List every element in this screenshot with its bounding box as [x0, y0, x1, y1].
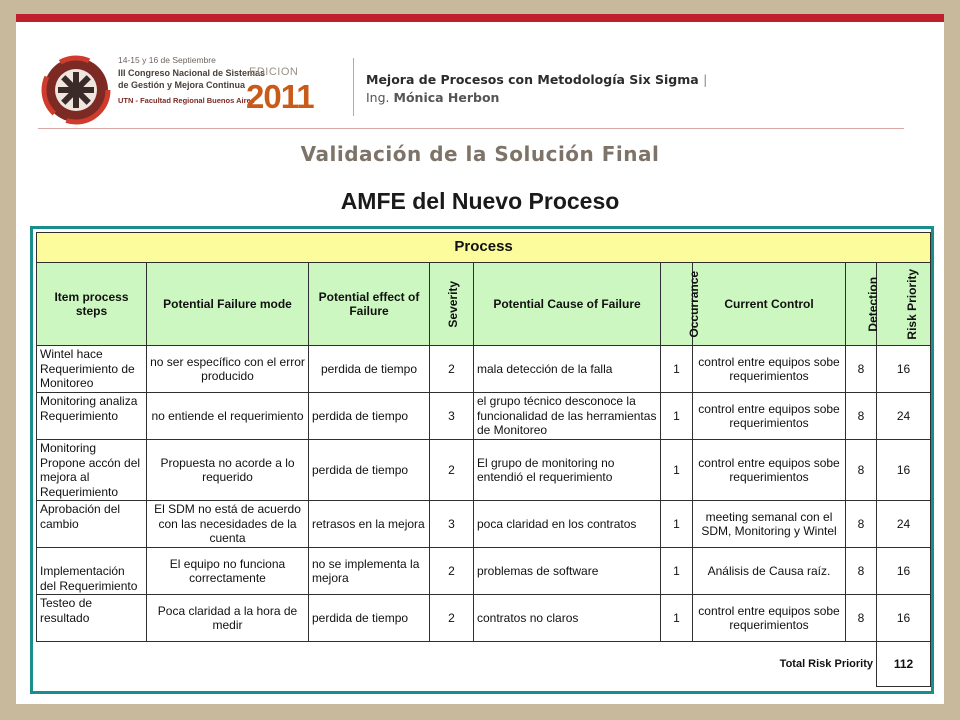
- cell-cause: poca claridad en los contratos: [474, 501, 661, 548]
- cell-occurrence: 1: [661, 440, 693, 501]
- col-failure-mode: Potential Failure mode: [147, 263, 309, 346]
- col-effect: Potential effect of Failure: [309, 263, 430, 346]
- cell-severity: 2: [430, 440, 474, 501]
- cell-risk: 16: [877, 440, 931, 501]
- cell-control: control entre equipos sobe requerimientos: [693, 393, 846, 440]
- total-row: [37, 642, 931, 687]
- cell-control: Análisis de Causa raíz.: [693, 548, 846, 595]
- cell-severity: 3: [430, 393, 474, 440]
- table-row: [37, 548, 931, 595]
- page-title: AMFE del Nuevo Proceso: [340, 188, 620, 214]
- total-risk-label: Total Risk Priority: [779, 658, 873, 670]
- col-risk: [877, 263, 931, 346]
- cell-detection: 8: [846, 548, 877, 595]
- cell-cause: el grupo técnico desconoce la funcionalidad de las herramientas de Monitoreo: [474, 393, 661, 440]
- section-title: Validación de la Solución Final: [300, 142, 660, 166]
- cell-risk: 24: [877, 393, 931, 440]
- cell-steps: Wintel hace Requerimiento de Monitoreo: [37, 346, 147, 393]
- col-detection-label: Detection: [866, 276, 881, 332]
- cell-severity: 2: [430, 548, 474, 595]
- table-row: [37, 501, 931, 548]
- cell-steps: Monitoring Propone accón del mejora al Requerimiento: [37, 440, 147, 501]
- col-steps: Item process steps: [37, 263, 147, 346]
- cell-detection: 8: [846, 440, 877, 501]
- slide: [16, 14, 944, 704]
- cell-occurrence: 1: [661, 595, 693, 642]
- cell-effect: perdida de tiempo: [309, 393, 430, 440]
- cell-failure-mode: Poca claridad a la hora de medir: [147, 595, 309, 642]
- cell-failure-mode: Propuesta no acorde a lo requerido: [147, 440, 309, 501]
- cell-control: control entre equipos sobe requerimientos: [693, 440, 846, 501]
- cell-detection: 8: [846, 393, 877, 440]
- logo-line2: de Gestión y Mejora Continua: [118, 80, 246, 90]
- cell-occurrence: 1: [661, 346, 693, 393]
- logo-line1: III Congreso Nacional de Sistemas: [118, 68, 266, 78]
- cell-risk: 24: [877, 501, 931, 548]
- table-row: [37, 346, 931, 393]
- cell-failure-mode: El SDM no está de acuerdo con las necesidades de la cuenta: [147, 501, 309, 548]
- col-occurrence-label: Occurrance: [687, 270, 702, 338]
- cell-control: control entre equipos sobe requerimientos: [693, 346, 846, 393]
- cell-risk: 16: [877, 595, 931, 642]
- cell-steps: Testeo de resultado: [37, 595, 147, 642]
- cell-occurrence: 1: [661, 548, 693, 595]
- congress-logo: [38, 48, 266, 136]
- cell-control: meeting semanal con el SDM, Monitoring y Wintel: [693, 501, 846, 548]
- col-severity-label: Severity: [446, 280, 461, 328]
- speaker: [366, 90, 499, 105]
- amfe-table: [36, 232, 931, 687]
- cell-cause: problemas de software: [474, 548, 661, 595]
- col-cause: Potential Cause of Failure: [474, 263, 661, 346]
- cell-cause: El grupo de monitoring no entendió el requerimiento: [474, 440, 661, 501]
- cell-effect: no se implementa la mejora: [309, 548, 430, 595]
- cell-detection: 8: [846, 595, 877, 642]
- col-risk-label: Risk Priority: [905, 268, 920, 340]
- table-row: [37, 393, 931, 440]
- process-header: Process: [37, 233, 931, 263]
- edition-year: 2011: [246, 78, 314, 115]
- total-risk-value: 112: [877, 642, 931, 687]
- cell-steps: Monitoring analiza Requerimiento: [37, 393, 147, 440]
- speaker-prefix: Ing.: [366, 90, 390, 105]
- cell-effect: perdida de tiempo: [309, 440, 430, 501]
- edition-label: EDICION: [249, 66, 299, 78]
- logo-dates: 14-15 y 16 de Septiembre: [118, 55, 216, 65]
- utn-logo-icon: [38, 48, 266, 136]
- cell-severity: 3: [430, 501, 474, 548]
- cell-effect: retrasos en la mejora: [309, 501, 430, 548]
- cell-severity: 2: [430, 595, 474, 642]
- cell-control: control entre equipos sobe requerimientos: [693, 595, 846, 642]
- col-detection: [846, 263, 881, 346]
- cell-failure-mode: El equipo no funciona correctamente: [147, 548, 309, 595]
- col-severity: [430, 263, 474, 346]
- table-row: [37, 440, 931, 501]
- cell-detection: 8: [846, 346, 877, 393]
- cell-steps: Implementación del Requerimiento: [37, 548, 147, 595]
- cell-severity: 2: [430, 346, 474, 393]
- cell-occurrence: 1: [661, 393, 693, 440]
- cell-detection: 8: [846, 501, 877, 548]
- cell-failure-mode: no ser específico con el error producido: [147, 346, 309, 393]
- title-separator: |: [703, 72, 708, 87]
- amfe-table-frame: [30, 226, 934, 694]
- cell-cause: contratos no claros: [474, 595, 661, 642]
- table-row: [37, 595, 931, 642]
- cell-failure-mode: no entiende el requerimiento: [147, 393, 309, 440]
- cell-steps: Aprobación del cambio: [37, 501, 147, 548]
- cell-cause: mala detección de la falla: [474, 346, 661, 393]
- col-control: Current Control: [693, 263, 846, 346]
- cell-effect: perdida de tiempo: [309, 346, 430, 393]
- accent-bar: [16, 14, 944, 22]
- header-divider: [353, 58, 354, 116]
- talk-title: [366, 72, 707, 87]
- speaker-name: Mónica Herbon: [393, 90, 500, 105]
- header-rule: [38, 128, 904, 129]
- cell-effect: perdida de tiempo: [309, 595, 430, 642]
- logo-line3: UTN - Facultad Regional Buenos Aires: [118, 96, 255, 105]
- cell-risk: 16: [877, 346, 931, 393]
- col-occurrence: [661, 263, 702, 346]
- cell-occurrence: 1: [661, 501, 693, 548]
- cell-risk: 16: [877, 548, 931, 595]
- talk-title-text: Mejora de Procesos con Metodología Six Sigma: [366, 72, 699, 87]
